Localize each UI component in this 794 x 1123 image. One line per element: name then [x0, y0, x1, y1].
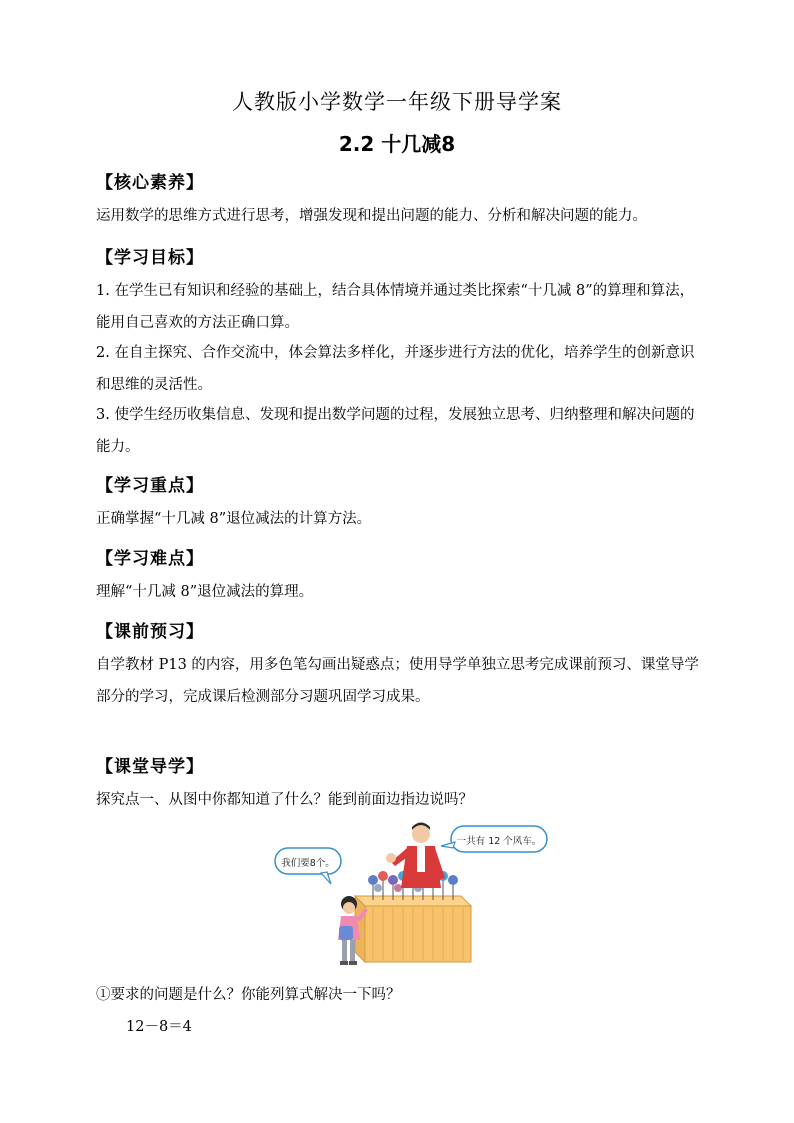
heading-difficulty: 【学习难点】 — [96, 549, 204, 569]
pinwheel-illustration — [265, 818, 551, 974]
core-literacy-text: 运用数学的思维方式进行思考，增强发现和提出问题的能力、分析和解决问题的能力。 — [96, 208, 647, 224]
equation-answer: 12－8＝4 — [126, 1019, 192, 1035]
heading-classroom: 【课堂导学】 — [96, 757, 204, 777]
speech-bubble-left-text: 我们要8个。 — [281, 858, 335, 869]
question-1: ①要求的问题是什么？你能列算式解决一下吗？ — [96, 987, 401, 1003]
heading-goals: 【学习目标】 — [96, 248, 204, 268]
goal-item-1: 1. 在学生已有知识和经验的基础上，结合具体情境并通过类比探索“十几减 8”的算理和算法，能用自己喜欢的方法正确口算。 — [96, 283, 695, 331]
heading-key-point: 【学习重点】 — [96, 476, 204, 496]
difficulty-text: 理解“十几减 8”退位减法的算理。 — [96, 584, 314, 600]
heading-core-literacy: 【核心素养】 — [96, 173, 204, 193]
goal-item-3: 3. 使学生经历收集信息、发现和提出数学问题的过程，发展独立思考、归纳整理和解决问题的能力。 — [96, 407, 695, 455]
speech-bubble-right-tail — [441, 842, 455, 848]
table — [355, 896, 471, 962]
preview-text: 自学教材 P13 的内容，用多色笔勾画出疑惑点；使用导学单独立思考完成课前预习、课堂导学部分的学习，完成课后检测部分习题巩固学习成果。 — [96, 657, 699, 705]
document-title: 人教版小学数学一年级下册导学案 — [232, 90, 562, 114]
goal-item-2: 2. 在自主探究、合作交流中，体会算法多样化，并逐步进行方法的优化，培养学生的创新意识和思维的灵活性。 — [96, 345, 695, 393]
speech-bubble-right-text: 一共有 12 个风车。 — [456, 836, 542, 847]
explore-prompt: 探究点一、从图中你都知道了什么？能到前面边指边说吗？ — [96, 792, 473, 808]
heading-preview: 【课前预习】 — [96, 622, 204, 642]
key-point-text: 正确掌握“十几减 8”退位减法的计算方法。 — [96, 511, 372, 527]
lesson-title: 2.2 十几减8 — [338, 132, 456, 156]
